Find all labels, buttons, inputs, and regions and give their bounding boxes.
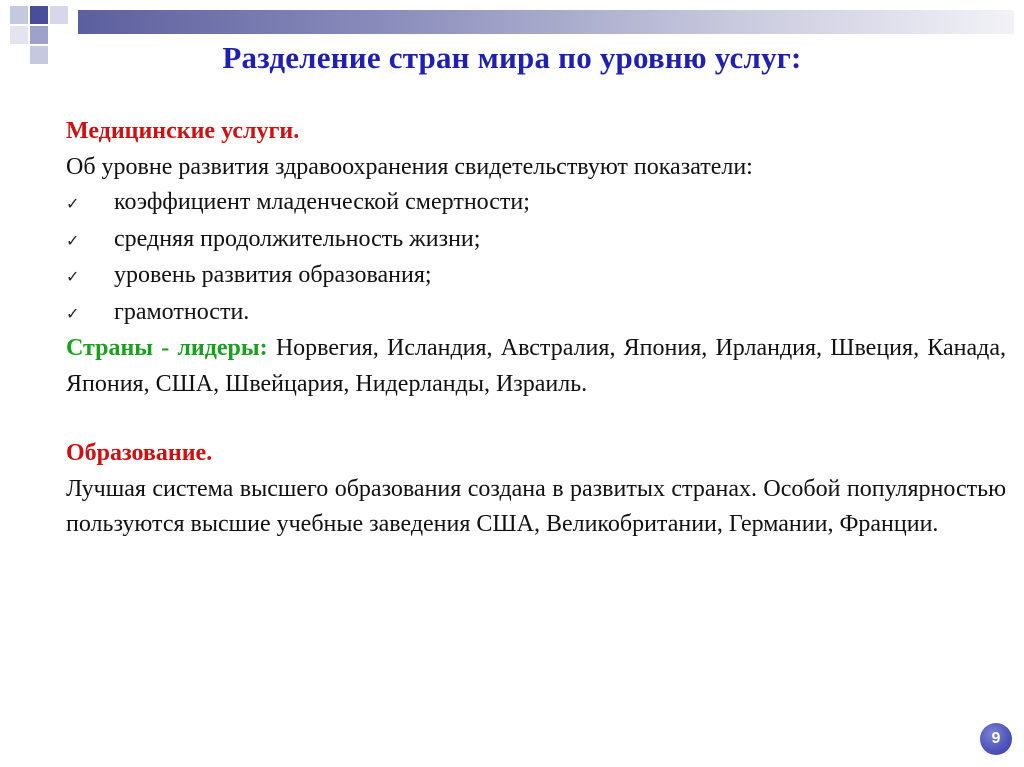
bullet-item — [66, 222, 1006, 259]
bullet-text: средняя продолжительность жизни; — [114, 225, 481, 252]
check-icon: ✓ — [66, 230, 80, 250]
medical-intro: Об уровне развития здравоохранения свидетельствуют показатели: — [66, 153, 753, 180]
leaders-paragraph — [66, 331, 1006, 402]
slide-title: Разделение стран мира по уровню услуг: — [222, 40, 802, 75]
bullet-text: грамотности. — [114, 298, 250, 325]
check-icon: ✓ — [66, 303, 80, 323]
bullet-item — [66, 185, 1006, 222]
education-heading: Образование. — [66, 440, 213, 466]
bullet-item — [66, 258, 1006, 295]
bullet-text: коэффициент младенческой смертности; — [114, 189, 530, 215]
decor-square-1 — [10, 6, 28, 24]
page-number-badge: 9 — [980, 723, 1012, 755]
decor-square-2 — [30, 6, 48, 24]
bullet-text: уровень развития образования; — [114, 262, 432, 288]
check-icon: ✓ — [66, 194, 80, 213]
header-gradient-bar — [78, 10, 1014, 34]
leaders-label: Страны - лидеры: — [66, 335, 268, 361]
check-icon: ✓ — [66, 267, 80, 286]
education-paragraph: Лучшая система высшего образования создана в развитых странах. Особой популярностью пользуются высшие учебные заведения США, Великобритании, Германии, Франции. — [66, 475, 1006, 537]
spacer — [66, 402, 1006, 436]
bullet-item — [66, 295, 1006, 332]
slide-body — [66, 114, 1006, 543]
decor-square-3 — [50, 6, 68, 24]
medical-heading: Медицинские услуги. — [66, 118, 300, 144]
leaders-text: Норвегия, Исландия, Австралия, Япония, Ирландия, Швеция, Канада, Япония, США, Швейцария, Нидерланды, Израиль. — [66, 335, 1006, 397]
